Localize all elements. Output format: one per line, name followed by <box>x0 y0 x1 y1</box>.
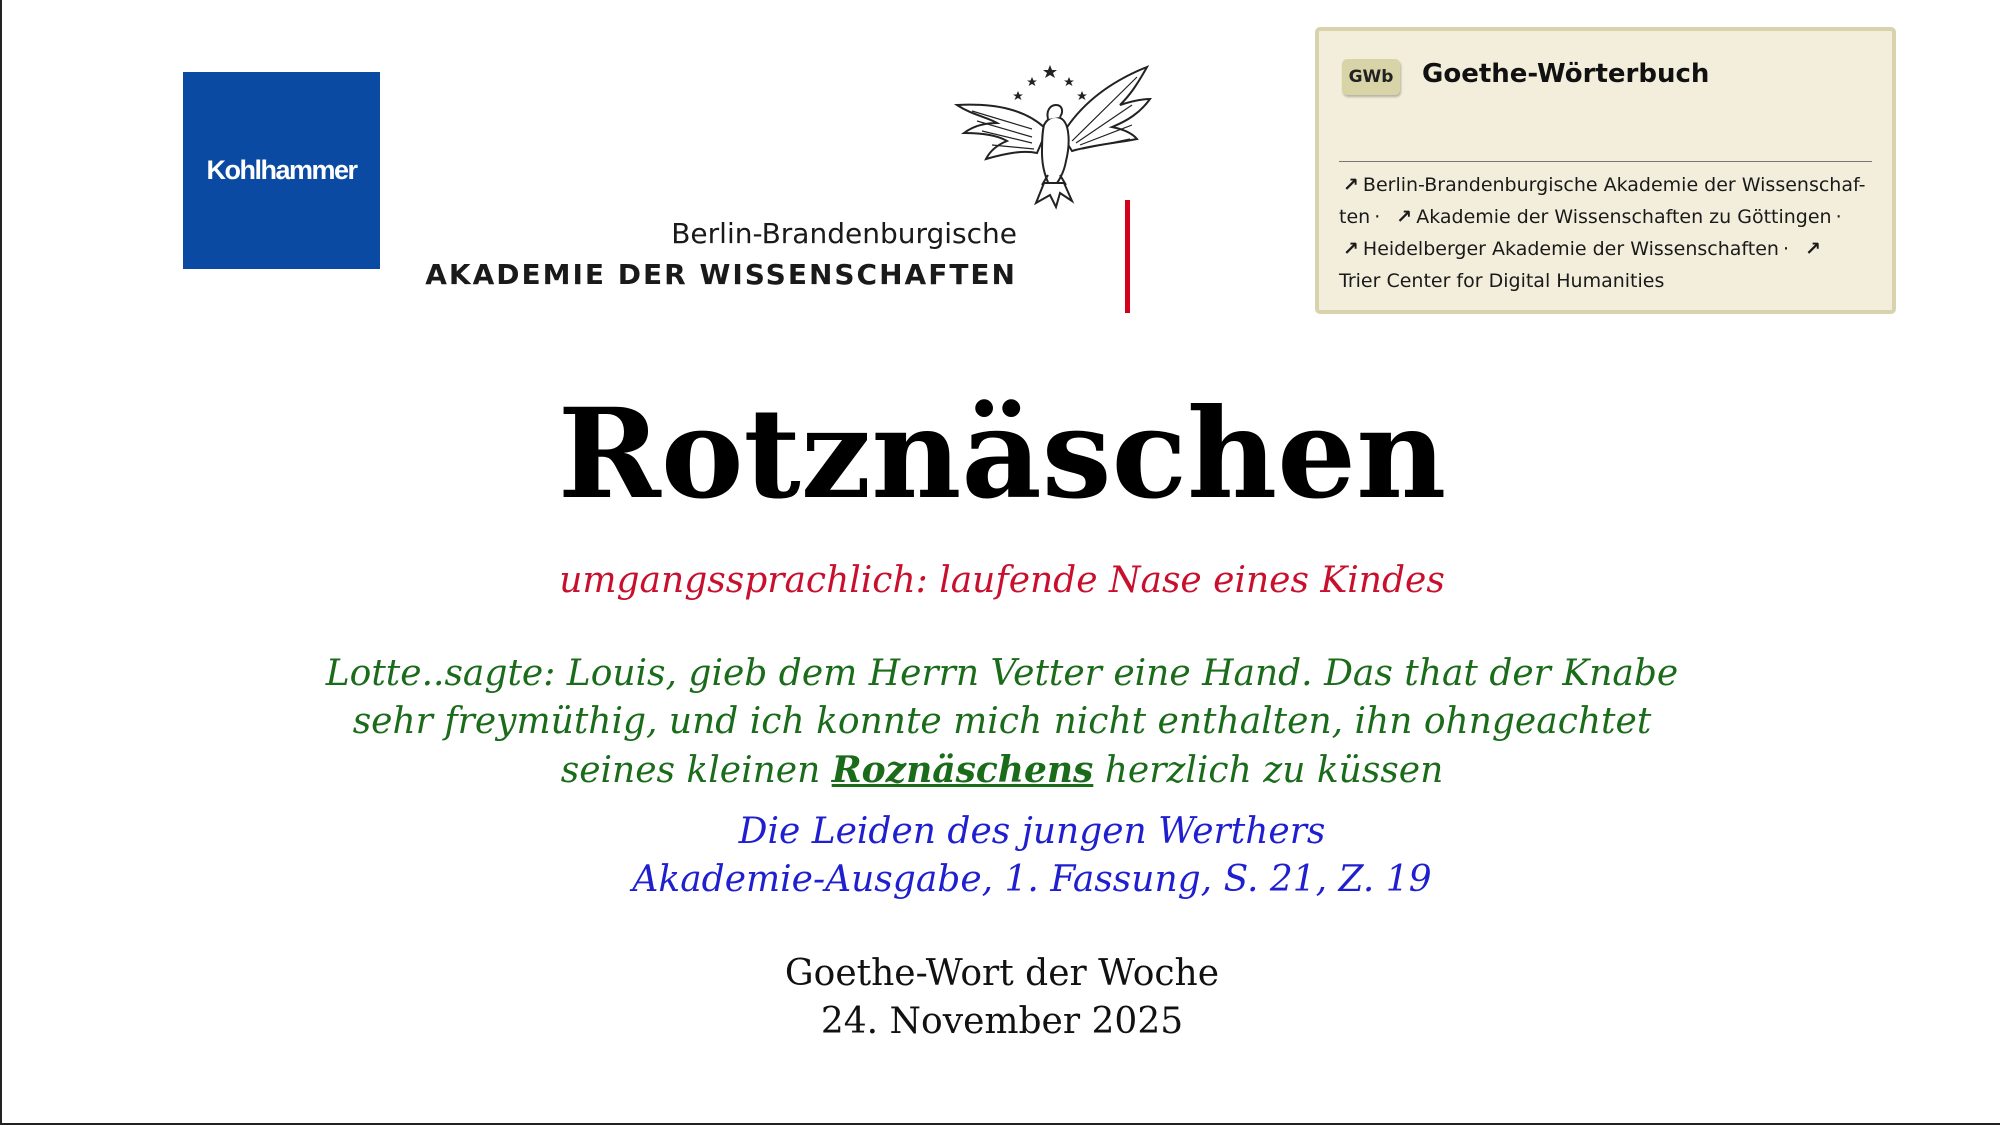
word-of-the-week-footer <box>2 950 2000 1046</box>
bbaw-name-line1: Berlin-Brandenburgische <box>671 217 1017 250</box>
quote-line-3-start: seines kleinen <box>560 750 832 791</box>
footer-date: 24. November 2025 <box>820 1001 1184 1042</box>
kohlhammer-logo[interactable] <box>183 72 380 269</box>
gwb-link-trier[interactable]: Trier Center for Digital Humanities <box>1339 270 1665 292</box>
footer-label: Goethe-Wort der Woche <box>784 953 1220 994</box>
external-link-icon: ↗ <box>1805 238 1821 260</box>
source-edition: Akademie-Ausgabe, 1. Fassung, S. 21, Z. 19 <box>632 859 1432 900</box>
external-link-icon: ↗ <box>1343 174 1359 196</box>
gwb-link-bbaw[interactable]: Berlin-Brandenburgische Akademie der Wissenschaf-ten <box>1339 174 1866 228</box>
gwb-separator: · <box>1782 238 1790 260</box>
definition: umgangssprachlich: laufende Nase eines Kindes <box>559 560 1445 601</box>
gwb-link-heidelberg[interactable]: Heidelberger Akademie der Wissenschaften <box>1362 238 1779 260</box>
gwb-divider <box>1339 161 1872 162</box>
quote-highlighted-word: Roznäschens <box>831 749 1094 791</box>
gwb-separator: · <box>1835 206 1842 228</box>
bbaw-name-line2: AKADEMIE DER WISSENSCHAFTEN <box>425 258 1017 291</box>
quote-line-2: sehr freymüthig, und ich konnte mich nicht enthalten, ihn ohngeachtet <box>352 701 1652 742</box>
gwb-info-panel <box>1315 27 1896 314</box>
bbaw-logo[interactable] <box>425 55 1142 315</box>
headword: Rotznäschen <box>557 382 1447 527</box>
quote-line-1: Lotte..sagte: Louis, gieb dem Herrn Vetter eine Hand. Das that der Knabe <box>325 653 1679 694</box>
source-work-title: Die Leiden des jungen Werthers <box>738 811 1326 852</box>
gwb-link-goettingen[interactable]: Akademie der Wissenschaften zu Göttingen <box>1416 206 1832 228</box>
citation-quote <box>302 650 1702 795</box>
kohlhammer-logo-text: Kohlhammer <box>206 155 357 185</box>
bbaw-red-bar <box>1125 200 1130 313</box>
gwb-partner-links <box>1339 169 1879 297</box>
gwb-badge[interactable]: GWb <box>1342 59 1400 95</box>
gwb-title[interactable]: Goethe-Wörterbuch <box>1422 59 1710 89</box>
quote-line-3-end: herzlich zu küssen <box>1093 750 1444 791</box>
gwb-separator: · <box>1374 206 1381 228</box>
citation-source <box>2 808 2000 904</box>
quote-line-3 <box>302 746 1702 795</box>
external-link-icon: ↗ <box>1396 206 1413 228</box>
eagle-icon <box>952 55 1152 210</box>
external-link-icon: ↗ <box>1343 238 1359 260</box>
